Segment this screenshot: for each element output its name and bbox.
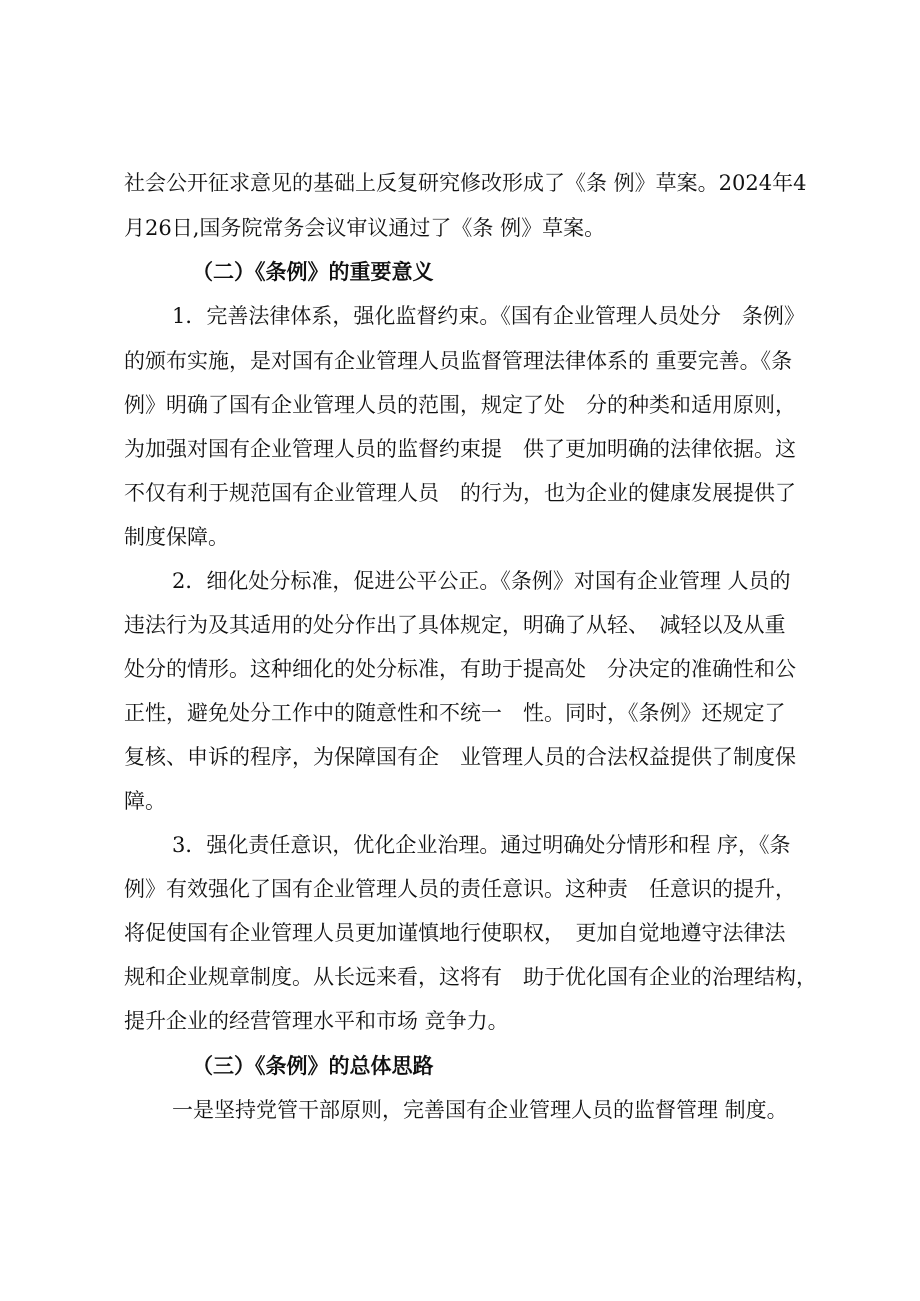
section-heading-3: （三）《条例》的总体思路 <box>192 1053 434 1078</box>
body-text-line: 提升企业的经营管理水平和市场 竞争力。 <box>124 1009 509 1033</box>
body-text-line: 违法行为及其适用的处分作出了具体规定，明确了从轻、 减轻以及从重 <box>124 613 786 637</box>
body-text-line: 月26日,国务院常务会议审议通过了《条 例》草案。 <box>124 216 606 240</box>
body-text-line: 例》明确了国有企业管理人员的范围，规定了处 分的种类和适用原则， <box>124 393 796 417</box>
body-text-line: 将促使国有企业管理人员更加谨慎地行使职权， 更加自觉地遵守法律法 <box>124 921 786 945</box>
paragraph-3-first-line: 3．强化责任意识，优化企业治理。通过明确处分情形和程 序，《条 <box>172 833 791 857</box>
body-text-line: 正性，避免处分工作中的随意性和不统一 性。同时，《条例》还规定了 <box>124 701 786 725</box>
body-text-line: 制度保障。 <box>124 525 229 549</box>
paragraph-2-first-line: 2．细化处分标准，促进公平公正。《条例》对国有企业管理 人员的 <box>172 569 791 593</box>
paragraph-4-first-line: 一是坚持党管干部原则，完善国有企业管理人员的监督管理 制度。 <box>172 1098 788 1122</box>
body-text-line: 社会公开征求意见的基础上反复研究修改形成了《条 例》草案。2024年4 <box>124 171 807 195</box>
body-text-line: 规和企业规章制度。从长远来看，这将有 助于优化国有企业的治理结构， <box>124 965 817 989</box>
body-text-line: 不仅有利于规范国有企业管理人员 的行为，也为企业的健康发展提供了 <box>124 481 796 505</box>
body-text-line: 处分的情形。这种细化的处分标准，有助于提高处 分决定的准确性和公 <box>124 657 796 681</box>
body-text-line: 例》有效强化了国有企业管理人员的责任意识。这种责 任意识的提升， <box>124 877 796 901</box>
body-text-line: 的颁布实施，是对国有企业管理人员监督管理法律体系的 重要完善。《条 <box>124 349 793 373</box>
body-text-line: 障。 <box>124 789 166 813</box>
body-text-line: 为加强对国有企业管理人员的监督约束提 供了更加明确的法律依据。这 <box>124 437 796 461</box>
paragraph-1-first-line: 1．完善法律体系，强化监督约束。《国有企业管理人员处分 条例》 <box>172 304 805 328</box>
body-text-line: 复核、申诉的程序，为保障国有企 业管理人员的合法权益提供了制度保 <box>124 745 796 769</box>
section-heading-2: （二）《条例》的重要意义 <box>192 259 434 284</box>
